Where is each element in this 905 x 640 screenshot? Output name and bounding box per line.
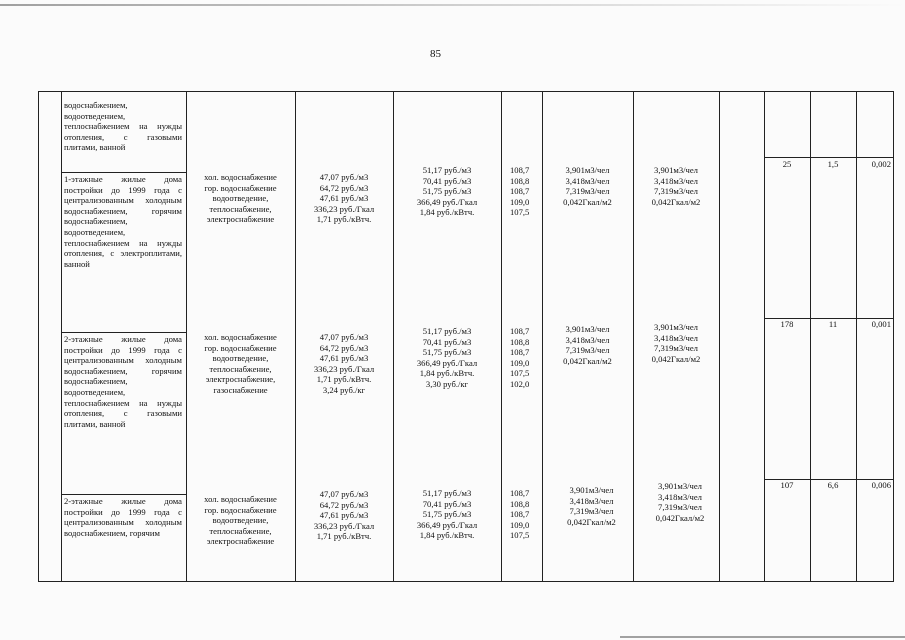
tariff-line: 51,17 руб./м3 bbox=[422, 488, 472, 498]
tariff-line: 366,49 руб./Гкал bbox=[416, 519, 478, 530]
service-line: хол. водоснабжение bbox=[204, 172, 277, 182]
service-line: водоотведение, bbox=[212, 515, 269, 526]
tariff-line: 51,75 руб./м3 bbox=[422, 347, 472, 358]
index-line: 108,7 bbox=[510, 165, 530, 175]
norm-line: 3,418м3/чел bbox=[658, 491, 702, 502]
row-divider bbox=[764, 157, 894, 158]
norm-line: 3,418м3/чел bbox=[654, 332, 698, 343]
row-1-value-2: 1,5 bbox=[827, 159, 839, 169]
index-line: 107,5 bbox=[510, 207, 530, 218]
table-bottom-border bbox=[39, 581, 894, 582]
tariff-line: 51,17 руб./м3 bbox=[422, 165, 472, 175]
norm-line: 3,901м3/чел bbox=[569, 485, 614, 495]
row-3-tariffs-a bbox=[295, 489, 393, 542]
norm-line: 0,042Гкал/м2 bbox=[567, 516, 616, 527]
service-line: электроснабжение bbox=[206, 214, 275, 225]
tariff-line: 51,75 руб./м3 bbox=[422, 509, 472, 520]
row-2-value-1: 178 bbox=[780, 319, 794, 329]
index-line: 108,7 bbox=[510, 186, 530, 197]
index-line: 108,8 bbox=[510, 336, 530, 347]
norm-line: 3,418м3/чел bbox=[565, 175, 610, 186]
service-line: водоотведение, bbox=[212, 353, 269, 364]
service-line: теплоснабжение, bbox=[209, 525, 272, 536]
row-1-tariffs-b bbox=[393, 165, 501, 218]
service-line: электроснабжение bbox=[206, 536, 275, 547]
norm-line: 3,901м3/чел bbox=[654, 165, 698, 175]
row-3-tariffs-b bbox=[393, 488, 501, 541]
tariff-line: 1,84 руб./кВтч. bbox=[419, 207, 475, 218]
tariff-line: 1,71 руб./кВтч. bbox=[316, 374, 372, 385]
service-line: гор. водоснабжение bbox=[204, 342, 277, 353]
tariff-line: 47,61 руб./м3 bbox=[319, 353, 369, 364]
norm-line: 7,319м3/чел bbox=[654, 186, 698, 197]
index-line: 107,5 bbox=[510, 368, 530, 379]
index-line: 108,7 bbox=[510, 488, 530, 498]
row-2-index bbox=[510, 326, 540, 390]
scan-edge-top bbox=[0, 4, 905, 6]
index-line: 108,8 bbox=[510, 498, 530, 509]
tariff-line: 1,71 руб./кВтч. bbox=[316, 531, 372, 542]
tariff-line: 366,49 руб./Гкал bbox=[416, 357, 478, 368]
service-line: газоснабжение bbox=[213, 384, 268, 395]
tariff-line: 3,30 руб./кг bbox=[425, 378, 469, 389]
index-line: 109,0 bbox=[510, 196, 530, 207]
norm-line: 3,418м3/чел bbox=[569, 495, 614, 506]
service-line: теплоснабжение, bbox=[209, 203, 272, 214]
tariff-table bbox=[38, 91, 894, 582]
row-divider bbox=[61, 332, 186, 333]
service-line: водоотведение, bbox=[212, 193, 269, 204]
tariff-line: 1,84 руб./кВтч. bbox=[419, 530, 475, 541]
norm-line: 7,319м3/чел bbox=[654, 343, 698, 354]
service-line: гор. водоснабжение bbox=[204, 182, 277, 193]
page-number: 85 bbox=[430, 48, 441, 60]
row-1-value-3: 0,002 bbox=[871, 159, 891, 169]
norm-line: 7,319м3/чел bbox=[658, 502, 702, 513]
row-2-norms-b bbox=[633, 322, 719, 364]
row-2-tariffs-b bbox=[393, 326, 501, 390]
service-line: электроснабжение, bbox=[205, 374, 276, 385]
tariff-line: 366,49 руб./Гкал bbox=[416, 196, 478, 207]
service-line: теплоснабжение, bbox=[209, 363, 272, 374]
row-2-description: 2-этажные жилые дома постройки до 1999 года с централизованным холодным водоснабжением, горячим водоснабжением, водоотведением, теплоснабжением на нужды отопления, с газовыми плитами, ванной bbox=[64, 334, 182, 429]
row-3-description: 2-этажные жилые дома постройки до 1999 года с централизованным холодным водоснабжением, горячим bbox=[64, 496, 182, 538]
tariff-line: 51,17 руб./м3 bbox=[422, 326, 472, 336]
index-line: 108,7 bbox=[510, 509, 530, 520]
tariff-line: 64,72 руб./м3 bbox=[319, 342, 369, 353]
tariff-line: 47,07 руб./м3 bbox=[319, 172, 369, 182]
tariff-line: 1,84 руб./кВтч. bbox=[419, 368, 475, 379]
norm-line: 3,901м3/чел bbox=[654, 322, 698, 332]
scan-edge-bottom bbox=[620, 636, 905, 638]
service-line: хол. водоснабжение bbox=[204, 332, 277, 342]
tariff-line: 47,61 руб./м3 bbox=[319, 193, 369, 204]
row-2-value-2: 11 bbox=[828, 319, 838, 329]
norm-line: 0,042Гкал/м2 bbox=[655, 512, 705, 523]
tariff-line: 47,07 руб./м3 bbox=[319, 332, 369, 342]
norm-line: 3,901м3/чел bbox=[565, 324, 610, 334]
norm-line: 3,901м3/чел bbox=[658, 481, 702, 491]
tariff-line: 51,75 руб./м3 bbox=[422, 186, 472, 197]
row-2-services bbox=[186, 332, 295, 396]
row-3-value-1: 107 bbox=[780, 480, 794, 490]
index-line: 109,0 bbox=[510, 519, 530, 530]
norm-line: 7,319м3/чел bbox=[569, 506, 614, 517]
row-1-norms-a bbox=[542, 165, 633, 207]
tariff-line: 64,72 руб./м3 bbox=[319, 499, 369, 510]
row-3-value-3: 0,006 bbox=[871, 480, 891, 490]
norm-line: 0,042Гкал/м2 bbox=[563, 196, 612, 207]
index-line: 102,0 bbox=[510, 378, 530, 389]
norm-line: 0,042Гкал/м2 bbox=[651, 196, 701, 207]
norm-line: 0,042Гкал/м2 bbox=[651, 353, 701, 364]
row-1-description: 1-этажные жилые дома постройки до 1999 года с централизованным холодным водоснабжением, горячим водоснабжением, водоотведением, теплоснабжением на нужды отопления, с электроплитами, ванной bbox=[64, 174, 182, 269]
index-line: 108,7 bbox=[510, 326, 530, 336]
col-divider bbox=[893, 92, 894, 582]
service-line: хол. водоснабжение bbox=[204, 494, 277, 504]
tariff-line: 64,72 руб./м3 bbox=[319, 182, 369, 193]
row-3-norms-a bbox=[546, 485, 637, 527]
tariff-line: 3,24 руб./кг bbox=[322, 384, 366, 395]
row-1-tariffs-a bbox=[295, 172, 393, 225]
tariff-line: 70,41 руб./м3 bbox=[422, 175, 472, 186]
norm-line: 3,418м3/чел bbox=[565, 334, 610, 345]
tariff-line: 70,41 руб./м3 bbox=[422, 498, 472, 509]
row-divider bbox=[61, 494, 186, 495]
tariff-line: 47,61 руб./м3 bbox=[319, 510, 369, 521]
row-3-norms-b bbox=[637, 481, 723, 523]
row-3-value-2: 6,6 bbox=[827, 480, 839, 490]
row-2-tariffs-a bbox=[295, 332, 393, 396]
row-1-norms-b bbox=[633, 165, 719, 207]
norm-line: 3,901м3/чел bbox=[565, 165, 610, 175]
index-line: 107,5 bbox=[510, 530, 530, 541]
norm-line: 3,418м3/чел bbox=[654, 175, 698, 186]
tariff-line: 1,71 руб./кВтч. bbox=[316, 214, 372, 225]
norm-line: 7,319м3/чел bbox=[565, 186, 610, 197]
col-divider bbox=[501, 92, 502, 582]
row-3-services bbox=[186, 494, 295, 547]
row-1-index bbox=[510, 165, 540, 218]
col-divider bbox=[61, 92, 62, 582]
row-1-value-1: 25 bbox=[782, 159, 792, 169]
tariff-line: 336,23 руб./Гкал bbox=[313, 203, 375, 214]
tariff-line: 336,23 руб./Гкал bbox=[313, 363, 375, 374]
index-line: 108,8 bbox=[510, 175, 530, 186]
index-line: 108,7 bbox=[510, 347, 530, 358]
row-3-index bbox=[510, 488, 540, 541]
row-0-description: водоснабжением, водоотведением, теплоснабжением на нужды отопления, с газовыми плитами, ванной bbox=[64, 100, 182, 153]
norm-line: 0,042Гкал/м2 bbox=[563, 355, 612, 366]
service-line: гор. водоснабжение bbox=[204, 504, 277, 515]
norm-line: 7,319м3/чел bbox=[565, 345, 610, 356]
row-divider bbox=[61, 172, 186, 173]
row-2-norms-a bbox=[542, 324, 633, 366]
tariff-line: 336,23 руб./Гкал bbox=[313, 520, 375, 531]
tariff-line: 47,07 руб./м3 bbox=[319, 489, 369, 499]
index-line: 109,0 bbox=[510, 357, 530, 368]
row-1-services bbox=[186, 172, 295, 225]
tariff-line: 70,41 руб./м3 bbox=[422, 336, 472, 347]
row-2-value-3: 0,001 bbox=[871, 319, 891, 329]
